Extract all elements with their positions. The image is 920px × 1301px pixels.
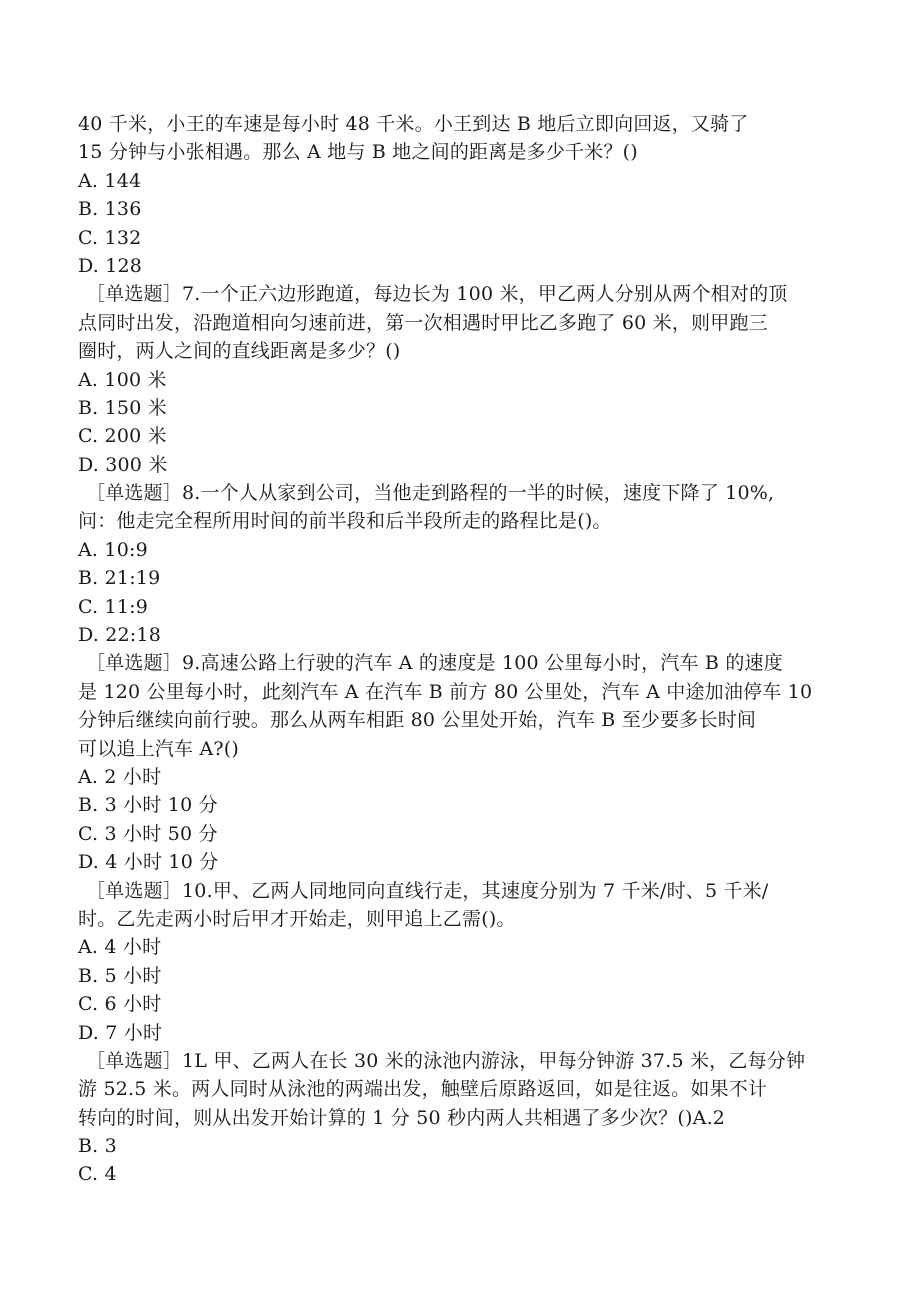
question-text-line: 时。乙先走两小时后甲才开始走，则甲追上乙需()。 xyxy=(78,907,516,930)
option-b: B. 21:19 xyxy=(78,567,161,590)
option-c: C. 132 xyxy=(78,226,142,249)
question-text-line: ［单选题］7.一个正六边形跑道，每边长为 100 米，甲乙两人分别从两个相对的顶 xyxy=(86,283,788,306)
document-page xyxy=(78,110,858,1189)
question-8 xyxy=(78,479,858,649)
option-a: A. 2 小时 xyxy=(78,765,162,788)
option-a: A. 10:9 xyxy=(78,538,148,561)
question-text-line: 问：他走完全程所用时间的前半段和后半段所走的路程比是()。 xyxy=(78,510,612,533)
question-text-line: ［单选题］10.甲、乙两人同地同向直线行走，其速度分别为 7 千米/时、5 千米/ xyxy=(86,879,769,902)
option-b: B. 150 米 xyxy=(78,396,167,419)
question-9 xyxy=(78,649,858,876)
question-text-line: 可以追上汽车 A?() xyxy=(78,737,239,760)
option-a: A. 144 xyxy=(78,169,142,192)
question-text-line: 游 52.5 米。两人同时从泳池的两端出发，触壁后原路返回，如是往返。如果不计 xyxy=(78,1078,768,1101)
question-6 xyxy=(78,110,858,280)
option-c: C. 11:9 xyxy=(78,595,149,618)
option-a: A. 100 米 xyxy=(78,368,167,391)
question-text-line: ［单选题］9.高速公路上行驶的汽车 A 的速度是 100 公里每小时，汽车 B 的速度 xyxy=(86,652,783,675)
option-b: B. 3 小时 10 分 xyxy=(78,794,218,817)
option-d: D. 128 xyxy=(78,254,143,277)
question-text-line: 分钟后继续向前行驶。那么从两车相距 80 公里处开始，汽车 B 至少要多长时间 xyxy=(78,709,757,732)
question-11 xyxy=(78,1047,858,1189)
question-text-line: ［单选题］1L 甲、乙两人在长 30 米的泳池内游泳，甲每分钟游 37.5 米，乙每分钟 xyxy=(86,1049,806,1072)
question-text-line: 转向的时间，则从出发开始计算的 1 分 50 秒内两人共相遇了多少次？()A.2 xyxy=(78,1106,726,1129)
question-text-line: 点同时出发，沿跑道相向匀速前进，第一次相遇时甲比乙多跑了 60 米，则甲跑三 xyxy=(78,311,768,334)
option-d: D. 4 小时 10 分 xyxy=(78,851,219,874)
option-c: C. 200 米 xyxy=(78,425,167,448)
option-c: C. 6 小时 xyxy=(78,993,162,1016)
option-d: D. 7 小时 xyxy=(78,1021,163,1044)
option-b: B. 136 xyxy=(78,198,142,221)
question-text-line: 圈时，两人之间的直线距离是多少？() xyxy=(78,340,401,363)
question-text-line: ［单选题］8.一个人从家到公司，当他走到路程的一半的时候，速度下降了 10%, xyxy=(86,482,775,505)
question-text-line: 40 千米，小王的车速是每小时 48 千米。小王到达 B 地后立即向回返，又骑了 xyxy=(78,113,749,135)
option-a: A. 4 小时 xyxy=(78,936,162,959)
question-7 xyxy=(78,280,858,479)
question-text-line: 15 分钟与小张相遇。那么 A 地与 B 地之间的距离是多少千米？() xyxy=(78,141,638,164)
option-c: C. 3 小时 50 分 xyxy=(78,822,218,845)
option-d: D. 22:18 xyxy=(78,624,161,647)
option-d: D. 300 米 xyxy=(78,453,168,476)
option-b: B. 5 小时 xyxy=(78,964,162,987)
option-b: B. 3 xyxy=(78,1135,117,1158)
option-c: C. 4 xyxy=(78,1163,117,1186)
question-text-line: 是 120 公里每小时，此刻汽车 A 在汽车 B 前方 80 公里处，汽车 A 中途加油停车 10 xyxy=(78,680,813,703)
question-10 xyxy=(78,877,858,1047)
